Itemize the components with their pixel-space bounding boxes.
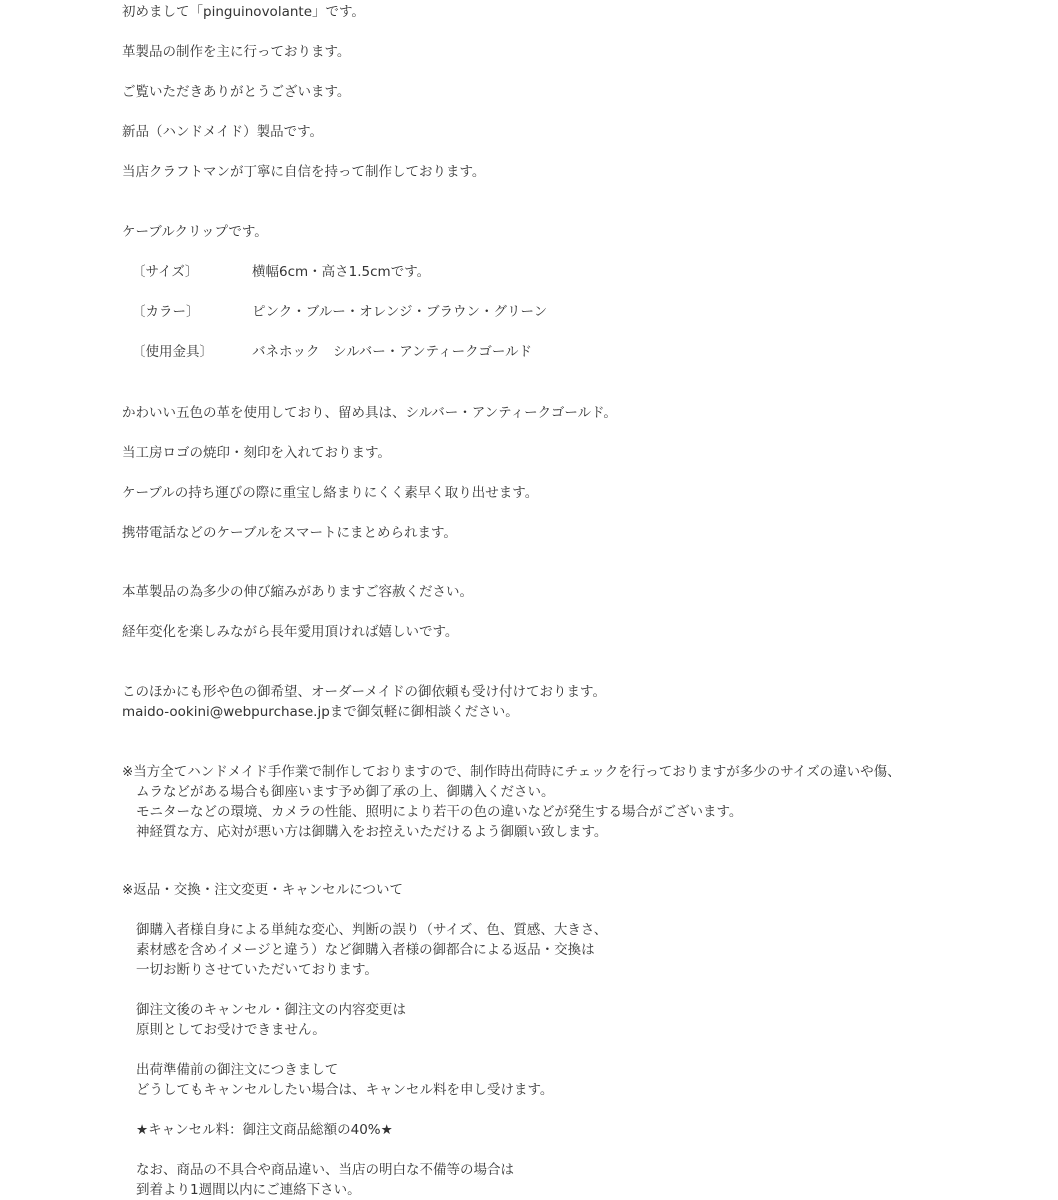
spec-color-key: 〔カラー〕 — [132, 304, 200, 320]
returns-block2-line-2: 原則としてお受けできません。 — [136, 1022, 326, 1038]
returns-block3-line-1: 出荷準備前の御注文につきまして — [136, 1062, 339, 1078]
notice-line-1: ※当方全てハンドメイド手作業で制作しておりますので、制作時出荷時にチェックを行っておりますが多少のサイズの違いや傷、 — [122, 764, 901, 780]
spec-size-key: 〔サイズ〕 — [132, 264, 199, 280]
spec-hardware-key: 〔使用金具〕 — [132, 344, 213, 360]
intro-line-1: 初めまして「pinguinovolante」です。 — [122, 4, 365, 20]
intro-line-2: 革製品の制作を主に行っております。 — [122, 44, 351, 60]
feature-line-4: 携帯電話などのケーブルをスマートにまとめられます。 — [122, 525, 457, 541]
returns-block4-line-2: 到着より1週間以内にご連絡下さい。 — [136, 1182, 361, 1198]
feature-line-1: かわいい五色の革を使用しており、留め具は、シルバー・アンティークゴールド。 — [122, 405, 617, 421]
order-line-1: このほかにも形や色の御希望、オーダーメイドの御依頼も受け付けております。 — [122, 684, 606, 700]
returns-block1-line-2: 素材感を含めイメージと違う）など御購入者様の御都合による返品・交換は — [136, 942, 595, 958]
intro-line-4: 新品（ハンドメイド）製品です。 — [122, 124, 324, 140]
spec-size-value: 横幅6cm・高さ1.5cmです。 — [252, 264, 431, 280]
notice-line-3: モニターなどの環境、カメラの性能、照明により若干の色の違いなどが発生する場合がございます。 — [136, 804, 743, 820]
notice-line-4: 神経質な方、応対が悪い方は御購入をお控えいただけるよう御願い致します。 — [136, 824, 608, 840]
returns-block1-line-3: 一切お断りさせていただいております。 — [136, 962, 378, 978]
intro-line-3: ご覧いただきありがとうございます。 — [122, 84, 351, 100]
returns-block2-line-1: 御注文後のキャンセル・御注文の内容変更は — [136, 1002, 406, 1018]
returns-block3-line-2: どうしてもキャンセルしたい場合は、キャンセル料を申し受けます。 — [136, 1082, 554, 1098]
returns-block4-line-1: なお、商品の不具合や商品違い、当店の明白な不備等の場合は — [136, 1162, 514, 1178]
order-line-2: maido-ookini@webpurchase.jpまで御気軽に御相談ください。 — [122, 704, 519, 720]
feature-line-3: ケーブルの持ち運びの際に重宝し絡まりにくく素早く取り出せます。 — [122, 485, 539, 501]
returns-title: ※返品・交換・注文変更・キャンセルについて — [122, 882, 404, 898]
intro-line-5: 当店クラフトマンが丁寧に自信を持って制作しております。 — [122, 164, 486, 180]
care-line-2: 経年変化を楽しみながら長年愛用頂ければ嬉しいです。 — [122, 624, 459, 640]
product-title: ケーブルクリップです。 — [122, 224, 268, 240]
notice-line-2: ムラなどがある場合も御座います予め御了承の上、御購入ください。 — [136, 784, 555, 800]
spec-hardware-value: バネホック シルバー・アンティークゴールド — [252, 344, 533, 360]
spec-color-value: ピンク・ブルー・オレンジ・ブラウン・グリーン — [252, 304, 548, 320]
feature-line-2: 当工房ロゴの焼印・刻印を入れております。 — [122, 445, 391, 461]
care-line-1: 本革製品の為多少の伸び縮みがありますご容赦ください。 — [122, 584, 473, 600]
returns-block1-line-1: 御購入者様自身による単純な変心、判断の誤り（サイズ、色、質感、大きさ、 — [136, 922, 608, 938]
cancel-fee: ★キャンセル料：御注文商品総額の40%★ — [136, 1122, 393, 1138]
